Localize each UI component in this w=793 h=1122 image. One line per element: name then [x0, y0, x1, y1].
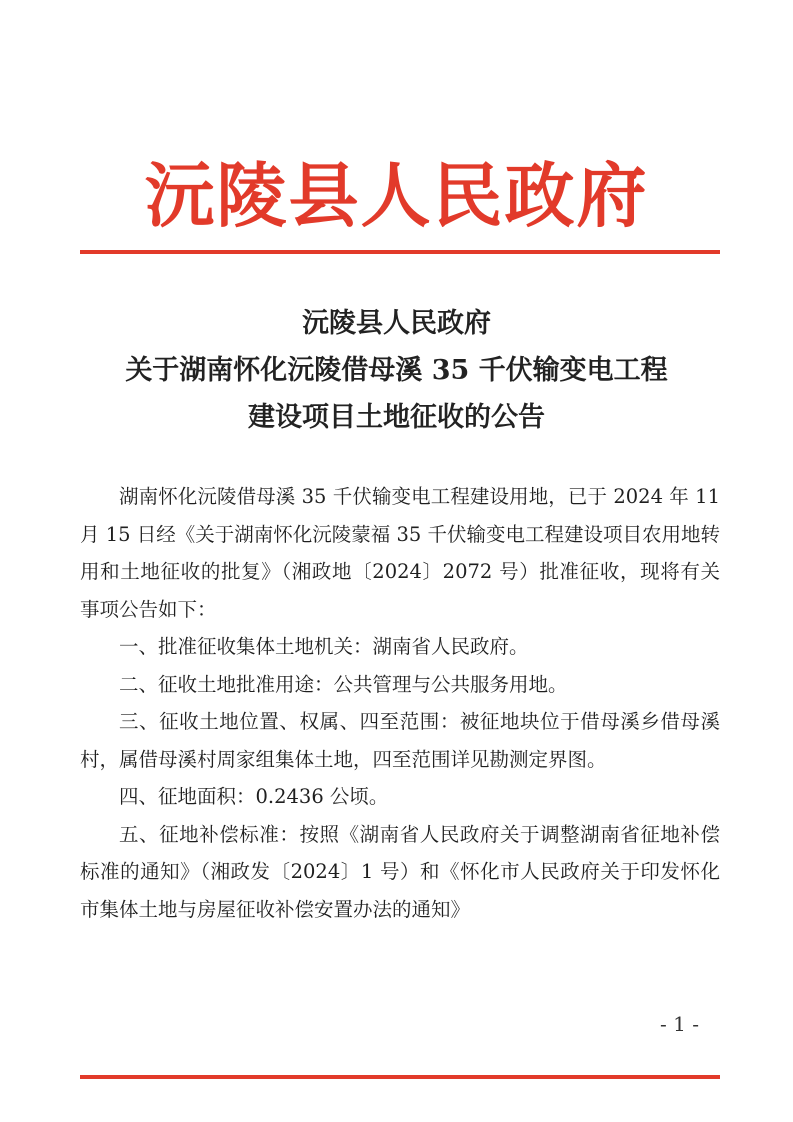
paragraph-item-4: 四、征地面积：0.2436 公顷。	[119, 785, 389, 808]
title-line-3: 建设项目土地征收的公告	[248, 402, 545, 433]
document-title	[60, 300, 733, 441]
masthead-divider	[80, 250, 720, 254]
paragraph-item-3: 三、征收土地位置、权属、四至范围：被征地块位于借母溪乡借母溪村，属借母溪村周家组集体土地，四至范围详见勘测定界图。	[80, 710, 720, 771]
paragraph-item-5: 五、征地补偿标准：按照《湖南省人民政府关于调整湖南省征地补偿标准的通知》（湘政发〔2024〕1 号）和《怀化市人民政府关于印发怀化市集体土地与房屋征收补偿安置办法的通知》	[80, 822, 720, 921]
paragraph-intro: 湖南怀化沅陵借母溪 35 千伏输变电工程建设用地，已于 2024 年 11 月 15 日经《关于湖南怀化沅陵蒙福 35 千伏输变电工程建设项目农用地转用和土地征收的批复》（湘政地〔2024〕2072 号）批准征收，现将有关事项公告如下：	[80, 485, 720, 621]
paragraph-item-2: 二、征收土地批准用途：公共管理与公共服务用地。	[119, 672, 568, 696]
title-line-2: 关于湖南怀化沅陵借母溪 35 千伏输变电工程	[125, 355, 668, 386]
paragraph-item-1: 一、批准征收集体土地机关：湖南省人民政府。	[119, 635, 529, 658]
footer-divider	[80, 1075, 720, 1079]
title-line-1: 沅陵县人民政府	[302, 308, 491, 339]
document-body	[80, 478, 720, 928]
document-masthead: 沅陵县人民政府	[144, 154, 649, 237]
page-number: - 1 -	[660, 1012, 699, 1036]
